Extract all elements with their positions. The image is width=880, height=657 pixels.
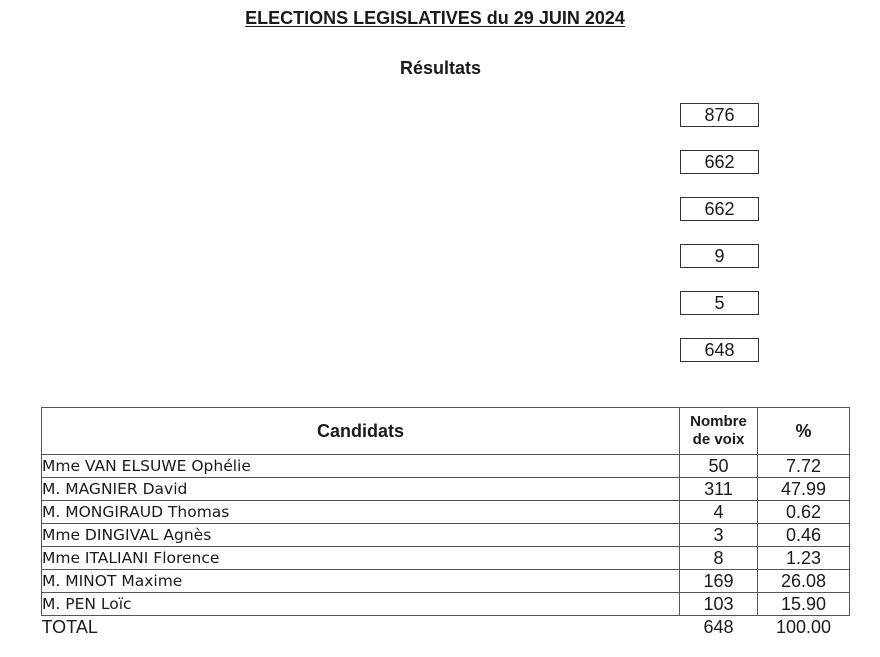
candidate-percent: 1.23 <box>758 547 850 570</box>
candidate-name: M. MAGNIER David <box>42 478 680 501</box>
header-votes-line1: Nombre <box>690 413 747 430</box>
stat-value-exprimes: 648 <box>680 338 759 362</box>
total-row <box>42 616 850 639</box>
candidate-percent: 0.62 <box>758 501 850 524</box>
candidate-name: Mme VAN ELSUWE Ophélie <box>42 455 680 478</box>
header-votes <box>680 408 758 455</box>
candidate-percent: 26.08 <box>758 570 850 593</box>
stat-value-inscrits: 876 <box>680 103 759 127</box>
table-row <box>42 501 850 524</box>
header-candidates: Candidats <box>42 408 680 455</box>
stat-value-nuls: 5 <box>680 291 759 315</box>
candidate-votes: 4 <box>680 501 758 524</box>
header-percent: % <box>758 408 850 455</box>
candidate-percent: 47.99 <box>758 478 850 501</box>
candidate-votes: 311 <box>680 478 758 501</box>
document-title <box>0 8 880 29</box>
candidate-name: Mme DINGIVAL Agnès <box>42 524 680 547</box>
candidate-votes: 8 <box>680 547 758 570</box>
table-row <box>42 524 850 547</box>
candidate-name: M. MINOT Maxime <box>42 570 680 593</box>
candidate-name: M. MONGIRAUD Thomas <box>42 501 680 524</box>
candidate-percent: 7.72 <box>758 455 850 478</box>
candidate-percent: 15.90 <box>758 593 850 616</box>
table-row <box>42 547 850 570</box>
results-table <box>41 407 850 638</box>
candidate-votes: 169 <box>680 570 758 593</box>
document-title-text: ELECTIONS LEGISLATIVES du 29 JUIN 2024 <box>245 8 625 28</box>
candidate-votes: 103 <box>680 593 758 616</box>
candidate-name: M. PEN Loïc <box>42 593 680 616</box>
results-heading: Résultats <box>400 58 482 78</box>
candidate-percent: 0.46 <box>758 524 850 547</box>
stat-value-emargements: 662 <box>680 150 759 174</box>
total-label: TOTAL <box>41 617 98 637</box>
candidate-name: Mme ITALIANI Florence <box>42 547 680 570</box>
table-row <box>42 455 850 478</box>
candidate-votes: 3 <box>680 524 758 547</box>
header-votes-line2: de voix <box>692 431 745 448</box>
table-row <box>42 478 850 501</box>
table-header-row <box>42 408 850 455</box>
candidate-votes: 50 <box>680 455 758 478</box>
stat-value-blancs: 9 <box>680 244 759 268</box>
total-percent: 100.00 <box>775 617 832 637</box>
table-row <box>42 593 850 616</box>
stat-value-votants: 662 <box>680 197 759 221</box>
table-row <box>42 570 850 593</box>
total-votes: 648 <box>703 617 734 637</box>
